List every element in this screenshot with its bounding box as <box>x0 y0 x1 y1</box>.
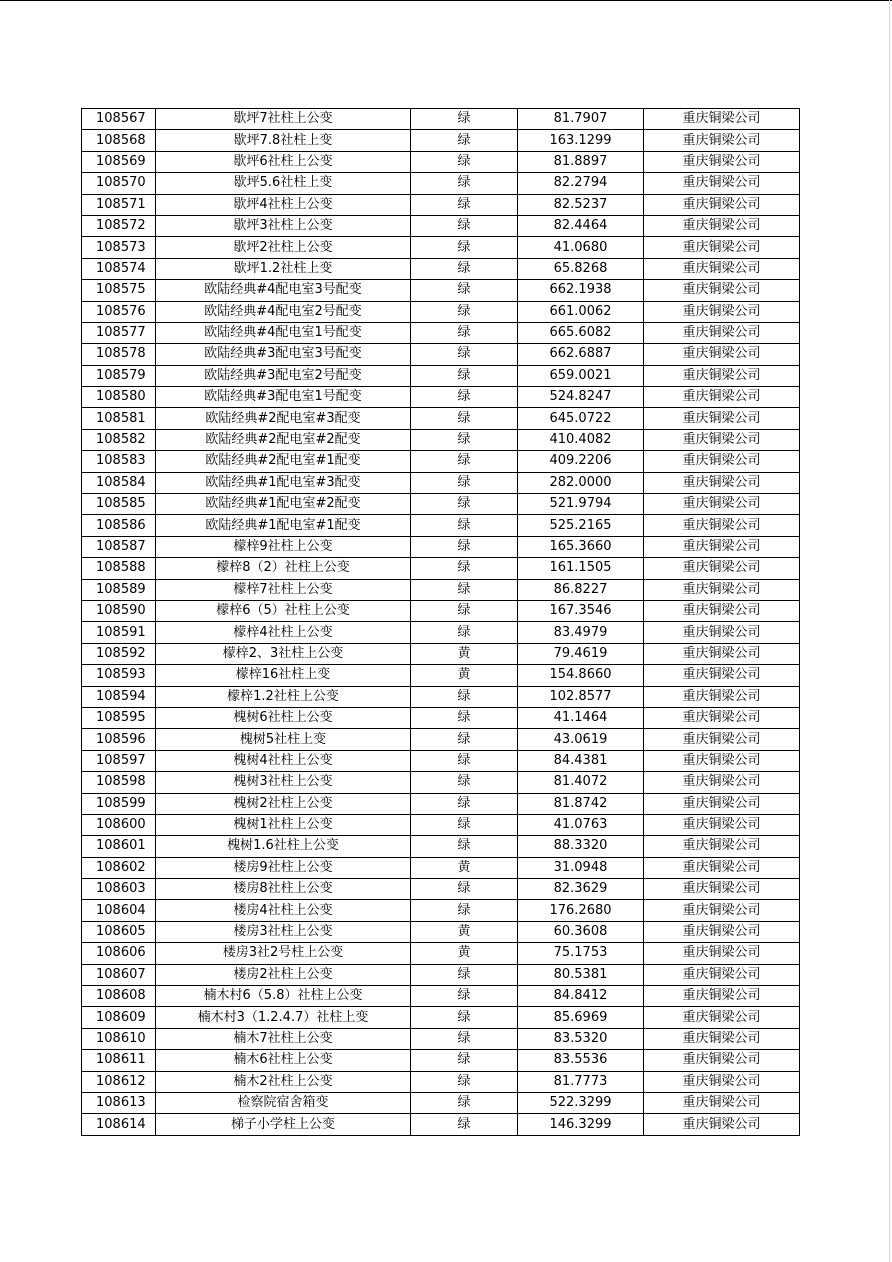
cell-name: 欧陆经典#4配电室3号配变 <box>156 280 411 301</box>
cell-id: 108574 <box>82 258 156 279</box>
cell-company: 重庆铜梁公司 <box>644 857 800 878</box>
cell-id: 108578 <box>82 344 156 365</box>
cell-id: 108594 <box>82 686 156 707</box>
table-row <box>82 600 800 621</box>
cell-value: 661.0062 <box>518 301 644 322</box>
cell-status: 绿 <box>411 237 518 258</box>
cell-name: 歇坪7社柱上公变 <box>156 109 411 130</box>
cell-value: 75.1753 <box>518 943 644 964</box>
cell-name: 楼房8社柱上公变 <box>156 879 411 900</box>
cell-company: 重庆铜梁公司 <box>644 130 800 151</box>
cell-company: 重庆铜梁公司 <box>644 280 800 301</box>
cell-status: 绿 <box>411 515 518 536</box>
cell-company: 重庆铜梁公司 <box>644 109 800 130</box>
cell-status: 绿 <box>411 600 518 621</box>
cell-company: 重庆铜梁公司 <box>644 536 800 557</box>
page-top-border <box>0 0 892 1</box>
cell-value: 522.3299 <box>518 1092 644 1113</box>
cell-name: 楼房3社柱上公变 <box>156 921 411 942</box>
table-row <box>82 536 800 557</box>
cell-company: 重庆铜梁公司 <box>644 665 800 686</box>
cell-id: 108589 <box>82 579 156 600</box>
cell-value: 83.5536 <box>518 1050 644 1071</box>
cell-name: 槐树6社柱上公变 <box>156 707 411 728</box>
cell-company: 重庆铜梁公司 <box>644 258 800 279</box>
cell-id: 108586 <box>82 515 156 536</box>
cell-value: 176.2680 <box>518 900 644 921</box>
table-row <box>82 900 800 921</box>
cell-company: 重庆铜梁公司 <box>644 472 800 493</box>
cell-value: 154.8660 <box>518 665 644 686</box>
cell-id: 108605 <box>82 921 156 942</box>
cell-status: 绿 <box>411 344 518 365</box>
cell-id: 108570 <box>82 173 156 194</box>
cell-name: 欧陆经典#4配电室1号配变 <box>156 322 411 343</box>
cell-company: 重庆铜梁公司 <box>644 558 800 579</box>
cell-value: 662.1938 <box>518 280 644 301</box>
cell-name: 檬梓4社柱上公变 <box>156 622 411 643</box>
cell-name: 檬梓9社柱上公变 <box>156 536 411 557</box>
table-row <box>82 408 800 429</box>
table-row <box>82 429 800 450</box>
cell-status: 绿 <box>411 558 518 579</box>
cell-id: 108599 <box>82 793 156 814</box>
cell-status: 绿 <box>411 836 518 857</box>
cell-status: 绿 <box>411 772 518 793</box>
cell-company: 重庆铜梁公司 <box>644 814 800 835</box>
cell-value: 31.0948 <box>518 857 644 878</box>
cell-name: 楼房3社2号柱上公变 <box>156 943 411 964</box>
cell-name: 欧陆经典#2配电室#3配变 <box>156 408 411 429</box>
cell-value: 41.0680 <box>518 237 644 258</box>
table-row <box>82 1028 800 1049</box>
table-row <box>82 1071 800 1092</box>
cell-id: 108568 <box>82 130 156 151</box>
cell-name: 欧陆经典#1配电室#1配变 <box>156 515 411 536</box>
cell-value: 161.1505 <box>518 558 644 579</box>
cell-company: 重庆铜梁公司 <box>644 1092 800 1113</box>
cell-company: 重庆铜梁公司 <box>644 793 800 814</box>
cell-status: 绿 <box>411 429 518 450</box>
table-row <box>82 387 800 408</box>
table-row <box>82 921 800 942</box>
cell-id: 108580 <box>82 387 156 408</box>
cell-status: 绿 <box>411 194 518 215</box>
cell-name: 槐树1社柱上公变 <box>156 814 411 835</box>
cell-id: 108609 <box>82 1007 156 1028</box>
cell-id: 108587 <box>82 536 156 557</box>
cell-value: 645.0722 <box>518 408 644 429</box>
table-row <box>82 515 800 536</box>
cell-status: 绿 <box>411 451 518 472</box>
cell-status: 绿 <box>411 729 518 750</box>
cell-status: 绿 <box>411 814 518 835</box>
cell-name: 歇坪1.2社柱上变 <box>156 258 411 279</box>
cell-status: 绿 <box>411 109 518 130</box>
cell-company: 重庆铜梁公司 <box>644 579 800 600</box>
cell-value: 41.1464 <box>518 707 644 728</box>
cell-value: 81.7907 <box>518 109 644 130</box>
cell-value: 88.3320 <box>518 836 644 857</box>
table-row <box>82 451 800 472</box>
cell-value: 65.8268 <box>518 258 644 279</box>
table-row <box>82 707 800 728</box>
cell-value: 665.6082 <box>518 322 644 343</box>
cell-name: 梯子小学柱上公变 <box>156 1114 411 1135</box>
cell-company: 重庆铜梁公司 <box>644 943 800 964</box>
cell-id: 108600 <box>82 814 156 835</box>
cell-status: 绿 <box>411 173 518 194</box>
cell-status: 黄 <box>411 943 518 964</box>
cell-id: 108608 <box>82 986 156 1007</box>
cell-name: 歇坪6社柱上公变 <box>156 151 411 172</box>
cell-status: 绿 <box>411 322 518 343</box>
cell-company: 重庆铜梁公司 <box>644 151 800 172</box>
cell-status: 绿 <box>411 494 518 515</box>
cell-id: 108610 <box>82 1028 156 1049</box>
table-row <box>82 579 800 600</box>
cell-id: 108598 <box>82 772 156 793</box>
page-right-border <box>889 0 890 1262</box>
cell-company: 重庆铜梁公司 <box>644 344 800 365</box>
table-row <box>82 1050 800 1071</box>
cell-company: 重庆铜梁公司 <box>644 686 800 707</box>
cell-status: 绿 <box>411 622 518 643</box>
cell-name: 槐树3社柱上公变 <box>156 772 411 793</box>
table-row <box>82 280 800 301</box>
cell-company: 重庆铜梁公司 <box>644 237 800 258</box>
cell-id: 108606 <box>82 943 156 964</box>
table-row <box>82 322 800 343</box>
cell-id: 108593 <box>82 665 156 686</box>
table-row <box>82 750 800 771</box>
cell-name: 檬梓2、3社柱上公变 <box>156 643 411 664</box>
cell-id: 108607 <box>82 964 156 985</box>
cell-company: 重庆铜梁公司 <box>644 1114 800 1135</box>
cell-company: 重庆铜梁公司 <box>644 301 800 322</box>
cell-id: 108579 <box>82 365 156 386</box>
cell-status: 绿 <box>411 879 518 900</box>
cell-value: 83.4979 <box>518 622 644 643</box>
cell-id: 108572 <box>82 215 156 236</box>
table-row <box>82 729 800 750</box>
table-row <box>82 365 800 386</box>
cell-id: 108602 <box>82 857 156 878</box>
cell-id: 108585 <box>82 494 156 515</box>
cell-name: 檬梓16社柱上变 <box>156 665 411 686</box>
cell-id: 108576 <box>82 301 156 322</box>
cell-value: 85.6969 <box>518 1007 644 1028</box>
table-row <box>82 258 800 279</box>
table-row <box>82 173 800 194</box>
cell-status: 绿 <box>411 408 518 429</box>
cell-status: 绿 <box>411 686 518 707</box>
cell-name: 楠木7社柱上公变 <box>156 1028 411 1049</box>
cell-value: 60.3608 <box>518 921 644 942</box>
cell-id: 108573 <box>82 237 156 258</box>
cell-name: 欧陆经典#1配电室#2配变 <box>156 494 411 515</box>
cell-name: 欧陆经典#3配电室1号配变 <box>156 387 411 408</box>
cell-name: 歇坪3社柱上公变 <box>156 215 411 236</box>
cell-company: 重庆铜梁公司 <box>644 322 800 343</box>
cell-name: 檬梓8（2）社柱上公变 <box>156 558 411 579</box>
cell-name: 歇坪4社柱上公变 <box>156 194 411 215</box>
cell-company: 重庆铜梁公司 <box>644 215 800 236</box>
cell-status: 黄 <box>411 921 518 942</box>
cell-value: 165.3660 <box>518 536 644 557</box>
cell-status: 绿 <box>411 301 518 322</box>
cell-name: 楠木6社柱上公变 <box>156 1050 411 1071</box>
cell-name: 欧陆经典#3配电室2号配变 <box>156 365 411 386</box>
cell-value: 163.1299 <box>518 130 644 151</box>
cell-status: 绿 <box>411 707 518 728</box>
cell-id: 108584 <box>82 472 156 493</box>
cell-company: 重庆铜梁公司 <box>644 622 800 643</box>
cell-status: 绿 <box>411 130 518 151</box>
cell-id: 108590 <box>82 600 156 621</box>
table-row <box>82 215 800 236</box>
cell-company: 重庆铜梁公司 <box>644 1071 800 1092</box>
table-row <box>82 986 800 1007</box>
cell-company: 重庆铜梁公司 <box>644 494 800 515</box>
table-row <box>82 344 800 365</box>
cell-id: 108597 <box>82 750 156 771</box>
cell-company: 重庆铜梁公司 <box>644 1007 800 1028</box>
cell-name: 楼房4社柱上公变 <box>156 900 411 921</box>
table-row <box>82 237 800 258</box>
cell-company: 重庆铜梁公司 <box>644 451 800 472</box>
cell-status: 黄 <box>411 643 518 664</box>
table-row <box>82 494 800 515</box>
cell-id: 108612 <box>82 1071 156 1092</box>
cell-company: 重庆铜梁公司 <box>644 600 800 621</box>
cell-company: 重庆铜梁公司 <box>644 707 800 728</box>
cell-company: 重庆铜梁公司 <box>644 643 800 664</box>
cell-company: 重庆铜梁公司 <box>644 964 800 985</box>
cell-status: 绿 <box>411 964 518 985</box>
cell-status: 绿 <box>411 750 518 771</box>
cell-name: 歇坪7.8社柱上变 <box>156 130 411 151</box>
cell-status: 绿 <box>411 793 518 814</box>
cell-id: 108592 <box>82 643 156 664</box>
cell-status: 黄 <box>411 665 518 686</box>
cell-company: 重庆铜梁公司 <box>644 194 800 215</box>
cell-name: 楠木村6（5.8）社柱上公变 <box>156 986 411 1007</box>
cell-company: 重庆铜梁公司 <box>644 387 800 408</box>
cell-name: 槐树4社柱上公变 <box>156 750 411 771</box>
transformer-table <box>81 108 800 1136</box>
table-row <box>82 879 800 900</box>
cell-name: 槐树5社柱上变 <box>156 729 411 750</box>
cell-name: 检察院宿舍箱变 <box>156 1092 411 1113</box>
cell-id: 108571 <box>82 194 156 215</box>
cell-id: 108603 <box>82 879 156 900</box>
cell-value: 83.5320 <box>518 1028 644 1049</box>
cell-status: 绿 <box>411 472 518 493</box>
cell-name: 槐树2社柱上公变 <box>156 793 411 814</box>
cell-value: 80.5381 <box>518 964 644 985</box>
cell-name: 楼房2社柱上公变 <box>156 964 411 985</box>
cell-status: 绿 <box>411 1092 518 1113</box>
cell-value: 525.2165 <box>518 515 644 536</box>
cell-company: 重庆铜梁公司 <box>644 365 800 386</box>
table-row <box>82 793 800 814</box>
cell-status: 绿 <box>411 1028 518 1049</box>
table-row <box>82 194 800 215</box>
cell-company: 重庆铜梁公司 <box>644 772 800 793</box>
cell-value: 81.8742 <box>518 793 644 814</box>
cell-id: 108604 <box>82 900 156 921</box>
cell-value: 84.4381 <box>518 750 644 771</box>
cell-value: 167.3546 <box>518 600 644 621</box>
cell-value: 659.0021 <box>518 365 644 386</box>
cell-value: 86.8227 <box>518 579 644 600</box>
cell-id: 108613 <box>82 1092 156 1113</box>
cell-value: 84.8412 <box>518 986 644 1007</box>
table-row <box>82 301 800 322</box>
cell-status: 绿 <box>411 215 518 236</box>
cell-status: 绿 <box>411 1050 518 1071</box>
cell-company: 重庆铜梁公司 <box>644 879 800 900</box>
table-row <box>82 943 800 964</box>
table-row <box>82 109 800 130</box>
cell-value: 662.6887 <box>518 344 644 365</box>
table-row <box>82 130 800 151</box>
cell-id: 108588 <box>82 558 156 579</box>
cell-company: 重庆铜梁公司 <box>644 986 800 1007</box>
cell-name: 檬梓7社柱上公变 <box>156 579 411 600</box>
table-row <box>82 665 800 686</box>
cell-value: 82.3629 <box>518 879 644 900</box>
cell-value: 524.8247 <box>518 387 644 408</box>
cell-value: 81.7773 <box>518 1071 644 1092</box>
cell-name: 槐树1.6社柱上公变 <box>156 836 411 857</box>
cell-name: 欧陆经典#3配电室3号配变 <box>156 344 411 365</box>
cell-company: 重庆铜梁公司 <box>644 836 800 857</box>
cell-id: 108601 <box>82 836 156 857</box>
cell-value: 82.5237 <box>518 194 644 215</box>
cell-id: 108582 <box>82 429 156 450</box>
cell-id: 108577 <box>82 322 156 343</box>
cell-company: 重庆铜梁公司 <box>644 729 800 750</box>
table-row <box>82 964 800 985</box>
cell-value: 82.4464 <box>518 215 644 236</box>
table-row <box>82 686 800 707</box>
cell-company: 重庆铜梁公司 <box>644 750 800 771</box>
table-row <box>82 1092 800 1113</box>
cell-id: 108595 <box>82 707 156 728</box>
cell-name: 楠木2社柱上公变 <box>156 1071 411 1092</box>
cell-status: 绿 <box>411 1071 518 1092</box>
cell-name: 欧陆经典#1配电室#3配变 <box>156 472 411 493</box>
table-row <box>82 814 800 835</box>
cell-name: 楼房9社柱上公变 <box>156 857 411 878</box>
cell-id: 108583 <box>82 451 156 472</box>
cell-value: 79.4619 <box>518 643 644 664</box>
cell-status: 绿 <box>411 151 518 172</box>
cell-company: 重庆铜梁公司 <box>644 515 800 536</box>
cell-company: 重庆铜梁公司 <box>644 900 800 921</box>
cell-id: 108596 <box>82 729 156 750</box>
cell-id: 108591 <box>82 622 156 643</box>
cell-value: 410.4082 <box>518 429 644 450</box>
cell-id: 108611 <box>82 1050 156 1071</box>
cell-company: 重庆铜梁公司 <box>644 408 800 429</box>
cell-company: 重庆铜梁公司 <box>644 921 800 942</box>
table-row <box>82 151 800 172</box>
cell-value: 282.0000 <box>518 472 644 493</box>
cell-value: 82.2794 <box>518 173 644 194</box>
cell-status: 绿 <box>411 258 518 279</box>
cell-status: 绿 <box>411 280 518 301</box>
cell-value: 81.8897 <box>518 151 644 172</box>
cell-value: 409.2206 <box>518 451 644 472</box>
cell-value: 43.0619 <box>518 729 644 750</box>
cell-status: 绿 <box>411 900 518 921</box>
cell-name: 歇坪2社柱上公变 <box>156 237 411 258</box>
cell-status: 黄 <box>411 857 518 878</box>
cell-company: 重庆铜梁公司 <box>644 429 800 450</box>
table-body <box>82 109 800 1136</box>
cell-id: 108581 <box>82 408 156 429</box>
cell-status: 绿 <box>411 1007 518 1028</box>
cell-value: 102.8577 <box>518 686 644 707</box>
table-row <box>82 472 800 493</box>
cell-status: 绿 <box>411 579 518 600</box>
cell-value: 81.4072 <box>518 772 644 793</box>
cell-name: 欧陆经典#2配电室#1配变 <box>156 451 411 472</box>
cell-status: 绿 <box>411 536 518 557</box>
cell-name: 楠木村3（1.2.4.7）社柱上变 <box>156 1007 411 1028</box>
cell-name: 欧陆经典#2配电室#2配变 <box>156 429 411 450</box>
cell-id: 108614 <box>82 1114 156 1135</box>
table-row <box>82 772 800 793</box>
table-row <box>82 622 800 643</box>
table-row <box>82 1007 800 1028</box>
table-row <box>82 857 800 878</box>
cell-value: 146.3299 <box>518 1114 644 1135</box>
cell-id: 108575 <box>82 280 156 301</box>
table-row <box>82 836 800 857</box>
table-row <box>82 643 800 664</box>
cell-status: 绿 <box>411 986 518 1007</box>
table-row <box>82 558 800 579</box>
cell-status: 绿 <box>411 1114 518 1135</box>
cell-status: 绿 <box>411 365 518 386</box>
cell-id: 108569 <box>82 151 156 172</box>
cell-company: 重庆铜梁公司 <box>644 173 800 194</box>
cell-company: 重庆铜梁公司 <box>644 1028 800 1049</box>
cell-value: 521.9794 <box>518 494 644 515</box>
cell-name: 檬梓6（5）社柱上公变 <box>156 600 411 621</box>
cell-value: 41.0763 <box>518 814 644 835</box>
cell-name: 欧陆经典#4配电室2号配变 <box>156 301 411 322</box>
cell-status: 绿 <box>411 387 518 408</box>
cell-company: 重庆铜梁公司 <box>644 1050 800 1071</box>
table-row <box>82 1114 800 1135</box>
cell-name: 歇坪5.6社柱上变 <box>156 173 411 194</box>
cell-name: 檬梓1.2社柱上公变 <box>156 686 411 707</box>
cell-id: 108567 <box>82 109 156 130</box>
